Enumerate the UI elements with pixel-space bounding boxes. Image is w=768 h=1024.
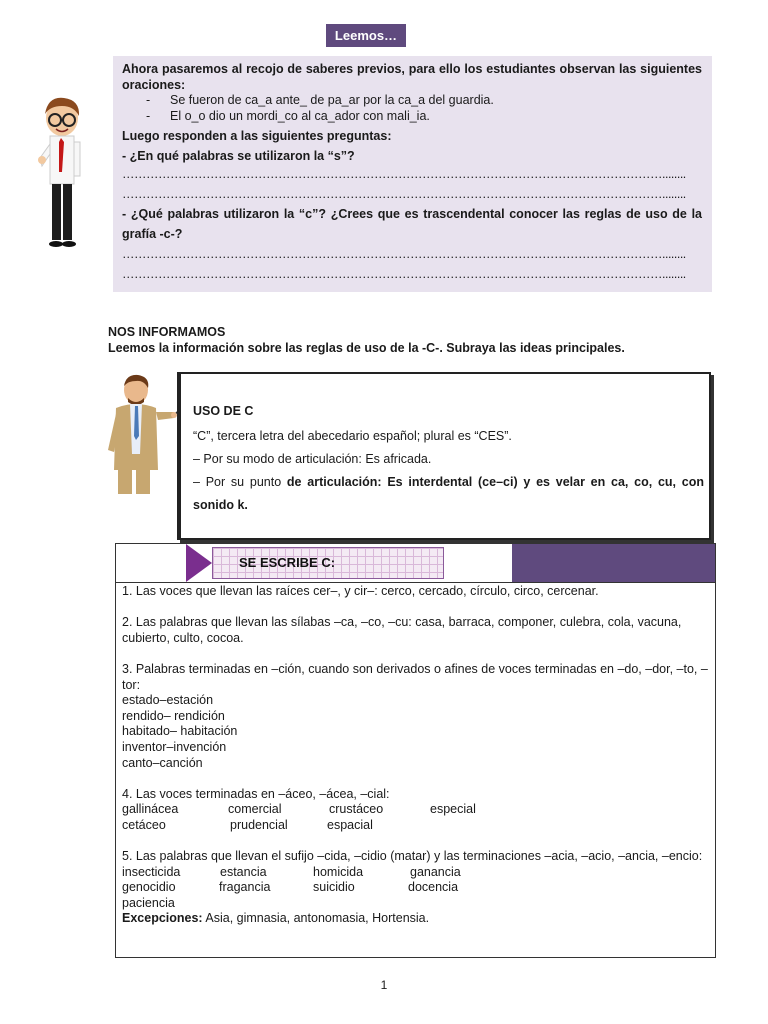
word-row [122, 880, 710, 896]
rule-3-pair: canto–canción [122, 755, 203, 770]
bullet-dash: - [146, 108, 151, 123]
question-one: - ¿En qué palabras se utilizaron la “s”? [122, 148, 355, 163]
rule-1: 1. Las voces que llevan las raíces cer–, y cir–: cerco, cercado, círculo, circo, cercenar. [122, 584, 599, 598]
word: gallinácea [122, 802, 179, 817]
answer-line[interactable]: ………………………………………………………………………………………………………………………........ [122, 267, 686, 281]
table-header-label: SE ESCRIBE C: [212, 547, 444, 579]
word-row [122, 865, 710, 881]
word: insecticida [122, 864, 181, 879]
nos-informamos-section [108, 324, 728, 356]
rule-3-pair: estado–estación [122, 693, 214, 708]
word: fragancia [219, 880, 271, 895]
word-row [122, 802, 710, 818]
previous-intro: Ahora pasaremos al recojo de saberes previos, para ello los estudiantes observan las siguientes oraciones: [122, 62, 702, 92]
student-cartoon-illustration [36, 96, 86, 248]
uso-line-definition: “C”, tercera letra del abecedario español; plural es “CES”. [193, 429, 512, 443]
bullet-dash: - [146, 93, 151, 107]
arrow-shape [186, 544, 212, 582]
word: cetáceo [122, 817, 166, 832]
sentence-item [146, 109, 702, 125]
header-purple-block [512, 544, 715, 582]
word: docencia [408, 880, 459, 895]
rule-3-pair: rendido– rendición [122, 708, 225, 723]
section-instruction: Leemos la información sobre las reglas de uso de la -C-. Subraya las ideas principales. [108, 341, 625, 355]
exceptions-text: Asia, gimnasia, antonomasia, Hortensia. [202, 911, 430, 926]
section-heading: NOS INFORMAMOS [108, 325, 226, 339]
word: estancia [220, 864, 267, 879]
table-header-row [116, 544, 715, 583]
uso-line-punto [193, 471, 704, 517]
word: homicida [313, 864, 364, 879]
word: crustáceo [329, 802, 384, 817]
page-number: 1 [380, 978, 388, 992]
uso-punto-bold: de articulación: Es interdental (ce–ci) y es velar en ca, co, cu, con sonido k. [193, 475, 705, 512]
exceptions-line [122, 911, 710, 927]
rules-list [122, 584, 710, 927]
rule-5: 5. Las palabras que llevan el sufijo –cida, –cidio (matar) y las terminaciones –acia, –acio, –ancia, –encio: [122, 849, 703, 864]
rule-3-pair: inventor–invención [122, 739, 227, 754]
uso-punto-plain: – Por su punto [193, 475, 287, 489]
answer-line[interactable]: ………………………………………………………………………………………………………………………........ [122, 247, 686, 261]
teacher-cartoon-illustration [104, 374, 178, 498]
word: ganancia [410, 864, 461, 879]
word: prudencial [230, 817, 288, 832]
rule-4: 4. Las voces terminadas en –áceo, –ácea, –cial: [122, 786, 390, 801]
se-escribe-c-table [115, 543, 716, 958]
word: comercial [228, 802, 282, 817]
rule-3: 3. Palabras terminadas en –ción, cuando son derivados o afines de voces terminadas en –do, –dor, –to, –tor: [122, 661, 708, 692]
section-tag-leemos: Leemos… [326, 24, 406, 47]
rule-2: 2. Las palabras que llevan las sílabas –ca, –co, –cu: casa, barraca, componer, culebra, cola, vacuna, cubierto, culto, cocoa. [122, 615, 682, 645]
word: especial [430, 802, 476, 817]
uso-title: USO DE C [193, 404, 254, 418]
sentence-text: Se fueron de ca_a ante_ de pa_ar por la ca_a del guardia. [170, 93, 494, 107]
word: espacial [327, 817, 373, 832]
exceptions-label: Excepciones: [122, 911, 203, 926]
sentence-text: El o_o dio un mordi_co al ca_ador con mali_ia. [170, 108, 430, 123]
word-row [122, 818, 710, 834]
answer-line[interactable]: ………………………………………………………………………………………………………………………........ [122, 167, 686, 181]
sentence-item [146, 93, 702, 109]
word: genocidio [122, 880, 176, 895]
uso-line-modo: – Por su modo de articulación: Es africada. [193, 452, 432, 466]
word: paciencia [122, 895, 175, 910]
answer-line[interactable]: ………………………………………………………………………………………………………………………........ [122, 187, 686, 201]
question-two: - ¿Qué palabras utilizaron la “c”? ¿Crees que es trascendental conocer las reglas de uso de la grafía -c-? [122, 207, 702, 241]
rule-3-pair: habitado– habitación [122, 724, 238, 739]
uso-de-c-box [177, 372, 711, 540]
word: suicidio [313, 880, 355, 895]
previous-knowledge-box [113, 56, 712, 292]
then-text: Luego responden a las siguientes preguntas: [122, 129, 392, 143]
